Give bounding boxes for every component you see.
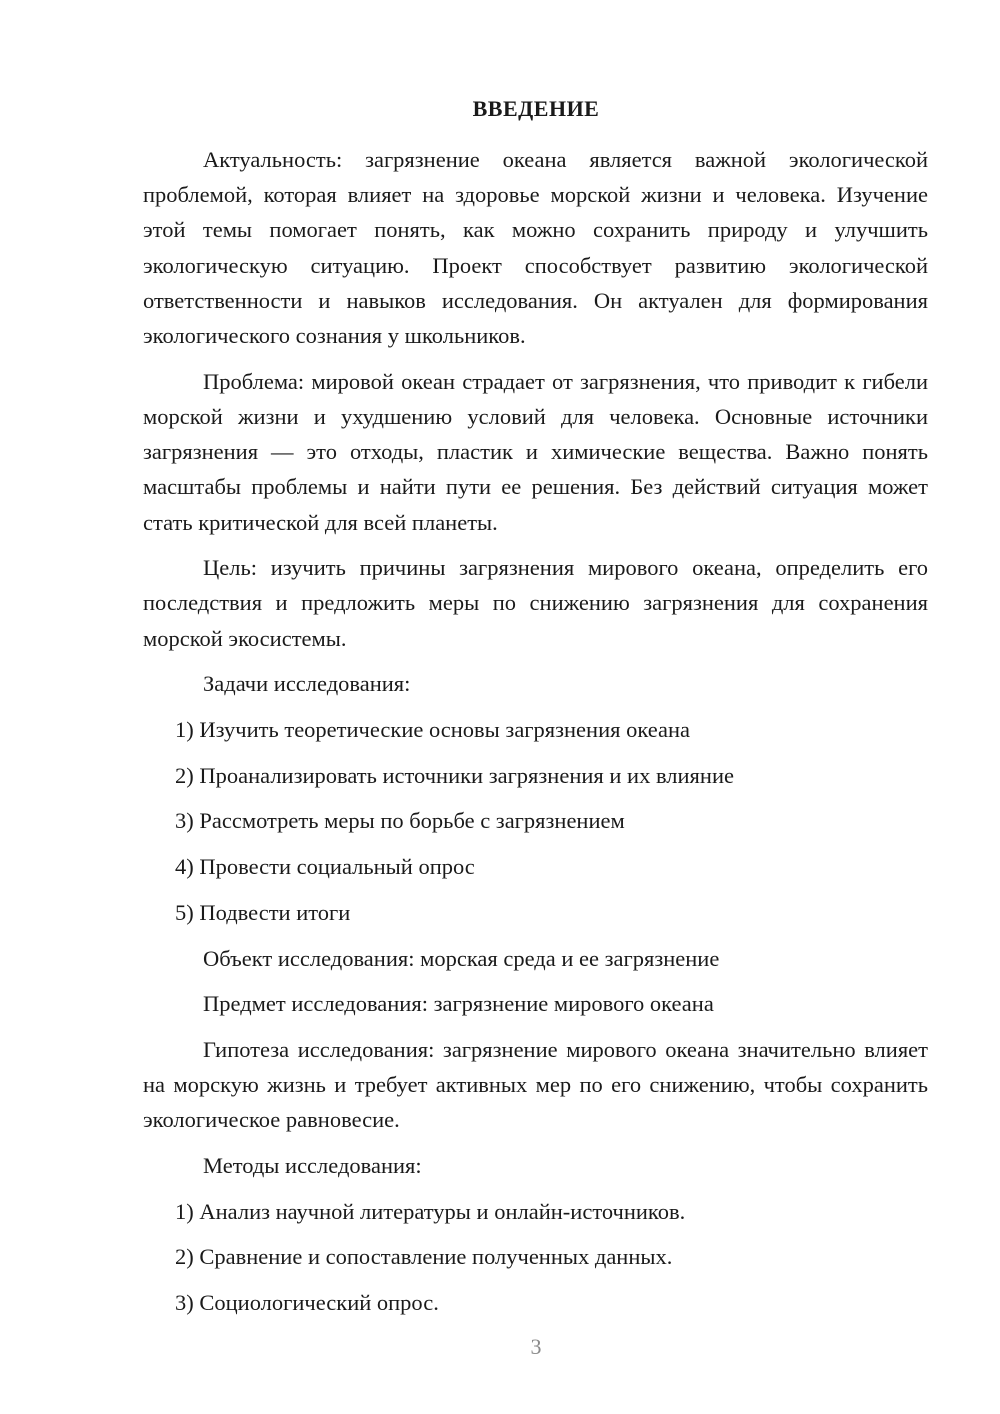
task-item: 4) Провести социальный опрос — [175, 854, 475, 880]
problem-paragraph: Проблема: мировой океан страдает от загрязнения, что приводит к гибели морской жизни и ухудшению условий для человека. Основные источники загрязнения — это отходы, пластик и химические вещества. Важно понять масштабы проблемы и найти пути ее решения. Без действий ситуация может стать критической для всей планеты. — [143, 368, 928, 535]
task-item: 3) Рассмотреть меры по борьбе с загрязнением — [175, 808, 625, 834]
goal-paragraph: Цель: изучить причины загрязнения мирового океана, определить его последствия и предложить меры по снижению загрязнения для сохранения морской экосистемы. — [143, 555, 928, 651]
method-item: 1) Анализ научной литературы и онлайн-источников. — [175, 1198, 686, 1224]
research-object: Объект исследования: морская среда и ее загрязнение — [203, 945, 720, 971]
task-item: 5) Подвести итоги — [175, 899, 351, 925]
task-item: 1) Изучить теоретические основы загрязнения океана — [175, 717, 690, 743]
relevance-paragraph: Актуальность: загрязнение океана является важной экологической проблемой, которая влияет на здоровье морской жизни и человека. Изучение этой темы помогает понять, как можно сохранить природу и улучшить экологическую ситуацию. Проект способствует развитию экологической ответственности и навыков исследования. Он актуален для формирования экологического сознания у школьников. — [143, 147, 928, 349]
hypothesis-paragraph: Гипотеза исследования: загрязнение мирового океана значительно влияет на морскую жизнь и требует активных мер по его снижению, чтобы сохранить экологическое равновесие. — [143, 1036, 928, 1133]
research-subject: Предмет исследования: загрязнение мирового океана — [203, 991, 714, 1017]
section-title: ВВЕДЕНИЕ — [472, 96, 600, 121]
methods-heading: Методы исследования: — [203, 1153, 422, 1179]
task-item: 2) Проанализировать источники загрязнения и их влияние — [175, 762, 734, 788]
body-text — [143, 142, 928, 1320]
page-number: 3 — [530, 1334, 542, 1359]
tasks-heading: Задачи исследования: — [203, 671, 411, 697]
method-item: 3) Социологический опрос. — [175, 1290, 439, 1316]
method-item: 2) Сравнение и сопоставление полученных данных. — [175, 1244, 673, 1270]
